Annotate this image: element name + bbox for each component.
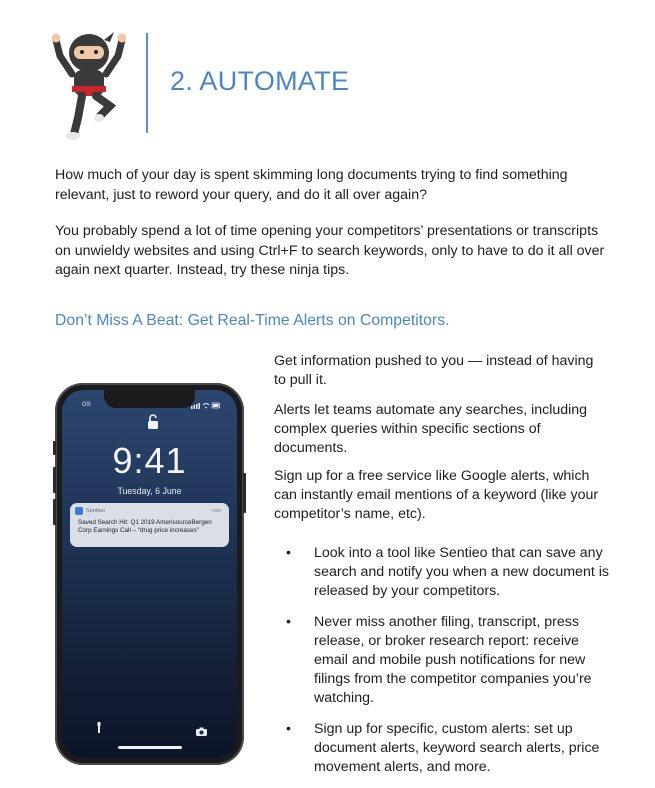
notification-time: now bbox=[211, 508, 221, 514]
lock-screen-time: 9:41 bbox=[112, 440, 187, 481]
bullet-text: Look into a tool like Sentieo that can save any search and notify you when a new document is released by your competitors. bbox=[314, 545, 609, 600]
sentieo-app-icon bbox=[75, 507, 83, 515]
signal-battery-icon bbox=[191, 402, 221, 409]
phone-mockup bbox=[55, 383, 244, 765]
intro-paragraph-2: You probably spend a lot of time opening your competitors’ presentations or transcripts on unwieldy websites and using Ctrl+F to search keywords, only to have to do it all over again next quarter. Instead, try these ninja tips. bbox=[55, 223, 605, 278]
ninja-mascot-illustration bbox=[52, 26, 126, 142]
phone-side-button bbox=[243, 473, 246, 513]
subsection-heading: Don’t Miss A Beat: Get Real-Time Alerts on Competitors. bbox=[55, 312, 450, 329]
home-indicator[interactable] bbox=[118, 746, 182, 749]
status-icons bbox=[191, 402, 221, 411]
bullet-item bbox=[274, 544, 614, 602]
notification-card[interactable] bbox=[70, 503, 229, 547]
bullet-marker: • bbox=[286, 720, 291, 737]
tips-bullet-list bbox=[274, 544, 614, 788]
phone-notch bbox=[104, 390, 195, 408]
bullet-marker: • bbox=[286, 545, 291, 561]
right-paragraph-2: Alerts let teams automate any searches, including complex queries within specific sections of documents. bbox=[274, 402, 588, 457]
section-title: 2. AUTOMATE bbox=[170, 66, 350, 96]
right-paragraph-3: Sign up for a free service like Google alerts, which can instantly email mentions of a keyword (like your competitor’s name, etc). bbox=[274, 468, 599, 523]
right-paragraph-1: Get information pushed to you — instead of having to pull it. bbox=[274, 353, 594, 389]
bullet-text: Never miss another filing, transcript, press release, or broker research report: receive email and mobile push notifications for new filings from the competitor companies you’re watching. bbox=[314, 613, 592, 707]
notification-app-name: Sentieo bbox=[86, 508, 105, 514]
phone-volume-down-button bbox=[53, 499, 56, 525]
lock-screen-date: Tuesday, 6 June bbox=[117, 486, 182, 496]
flashlight-icon[interactable] bbox=[96, 722, 102, 735]
unlock-icon bbox=[147, 414, 159, 430]
notification-text: Saved Search Hit: Q1 2019 AmerisourceBergen Corp Earnings Call – “drug price increases” bbox=[78, 519, 212, 535]
carrier-label: GS bbox=[82, 402, 91, 408]
camera-icon[interactable] bbox=[196, 723, 207, 741]
bullet-item bbox=[274, 720, 614, 778]
phone-lock-screen bbox=[62, 390, 237, 758]
title-divider bbox=[146, 33, 148, 133]
intro-paragraph-1: How much of your day is spent skimming long documents trying to find something relevant, just to reword your query, and do it all over again? bbox=[55, 167, 568, 203]
bullet-item bbox=[274, 613, 614, 709]
phone-mute-switch bbox=[53, 441, 56, 455]
bullet-text: Sign up for specific, custom alerts: set up document alerts, keyword search alerts, price movement alerts, and more. bbox=[314, 720, 600, 776]
bullet-marker: • bbox=[286, 613, 291, 630]
phone-volume-up-button bbox=[53, 467, 56, 493]
